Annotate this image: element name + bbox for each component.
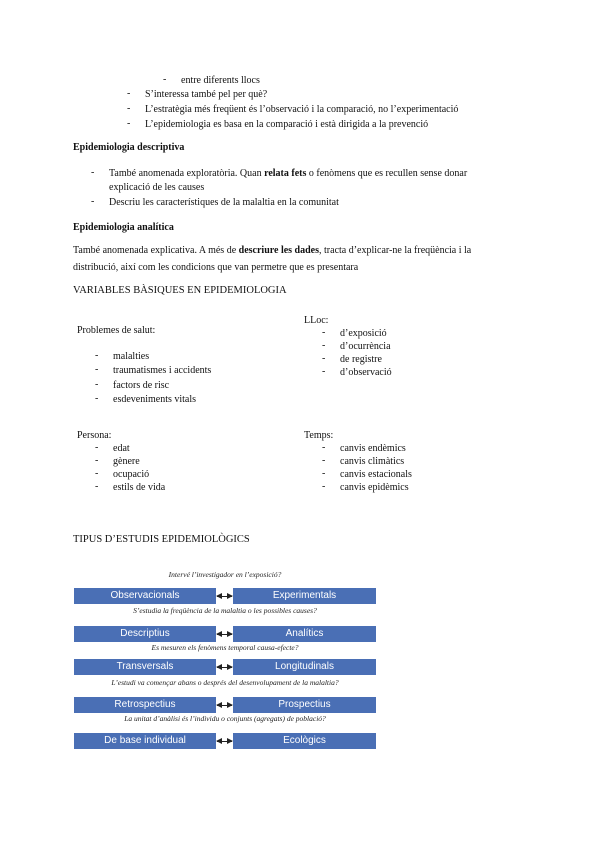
persona-label: Persona: [77,430,112,441]
box-observacionals: Observacionals [74,588,216,604]
dash-bullet: - [322,327,326,338]
problemes-item: esdeveniments vitals [113,394,197,405]
lloc-item: d’observació [340,367,392,378]
double-arrow-icon [217,667,232,668]
double-arrow-icon [217,705,232,706]
diagram-question: L’estudi va començar abans o després del desenvolupament de la malaltia? [111,678,339,687]
dash-bullet: - [95,393,99,404]
persona-item: edat [113,443,130,454]
lloc-item: d’ocurrència [340,341,391,352]
problemes-item: malalties [113,351,150,362]
study-types-diagram [74,569,376,751]
problemes-item: traumatismes i accidents [113,365,212,376]
temps-item: canvis climàtics [340,456,405,467]
box-descriptius: Descriptius [74,626,216,642]
analitica-heading: Epidemiologia analítica [73,222,174,233]
problemes-label: Problemes de salut: [77,325,156,336]
lloc-label: LLoc: [304,315,329,326]
diagram-question: Intervé l’investigador en l’exposició? [168,570,282,579]
dash-bullet: - [95,455,99,466]
double-arrow-icon [217,596,232,597]
dash-bullet: - [322,455,326,466]
box-longitudinals: Longitudinals [233,659,376,675]
box-ecologics: Ecològics [233,733,376,749]
list-item: S’interessa també pel per què? [145,89,268,100]
dash-bullet: - [322,353,326,364]
box-transversals: Transversals [74,659,216,675]
diagram-question: La unitat d’anàlisi és l’individu o conjunts (agregats) de població? [124,714,326,723]
dash-bullet: - [163,74,167,85]
dash-bullet: - [127,103,131,114]
box-analitics: Analítics [233,626,376,642]
diagram-question: S’estudia la freqüència de la malaltia o les possibles causes? [133,606,317,615]
lloc-item: de registre [340,354,382,365]
dash-bullet: - [322,340,326,351]
persona-item: ocupació [113,469,150,480]
descriptiva-item-1: També anomenada exploratòria. Quan relata fets o fenòmens que es recullen sense donar [109,168,468,179]
diagram-question: Es mesuren els fenòmens temporal causa-efecte? [151,643,299,652]
dash-bullet: - [95,364,99,375]
dash-bullet: - [95,350,99,361]
temps-item: canvis estacionals [340,469,412,480]
dash-bullet: - [322,366,326,377]
analitica-line-2: distribució, així com les condicions que van permetre que es presentara [73,262,359,273]
descriptiva-item-1-cont: explicació de les causes [109,182,205,193]
persona-item: estils de vida [113,482,166,493]
tipus-title: TIPUS D’ESTUDIS EPIDEMIOLÒGICS [73,534,250,545]
dash-bullet: - [95,481,99,492]
double-arrow-icon [217,741,232,742]
dash-bullet: - [95,468,99,479]
temps-label: Temps: [304,430,334,441]
box-experimentals: Experimentals [233,588,376,604]
analitica-line-1: També anomenada explicativa. A més de descriure les dades, tracta d’explicar-ne la freqüència i la [73,245,472,256]
descriptiva-heading: Epidemiologia descriptiva [73,142,185,153]
persona-item: gènere [113,456,140,467]
dash-bullet: - [91,167,95,178]
dash-bullet: - [322,481,326,492]
dash-bullet: - [95,379,99,390]
descriptiva-item-2: Descriu les característiques de la malaltia en la comunitat [109,197,339,208]
box-base-individual: De base individual [74,733,216,749]
dash-bullet: - [127,118,131,129]
temps-item: canvis epidèmics [340,482,409,493]
double-arrow-icon [217,634,232,635]
problemes-item: factors de risc [113,380,170,391]
dash-bullet: - [322,468,326,479]
variables-title: VARIABLES BÀSIQUES EN EPIDEMIOLOGIA [73,285,287,296]
dash-bullet: - [322,442,326,453]
dash-bullet: - [95,442,99,453]
dash-bullet: - [127,88,131,99]
dash-bullet: - [91,196,95,207]
temps-item: canvis endèmics [340,443,406,454]
list-item: L’epidemiologia es basa en la comparació i està dirigida a la prevenció [145,119,429,130]
box-prospectius: Prospectius [233,697,376,713]
sub-list-item: entre diferents llocs [181,75,260,86]
box-retrospectius: Retrospectius [74,697,216,713]
list-item: L’estratègia més freqüent és l’observació i la comparació, no l’experimentació [145,104,459,115]
lloc-item: d’exposició [340,328,387,339]
